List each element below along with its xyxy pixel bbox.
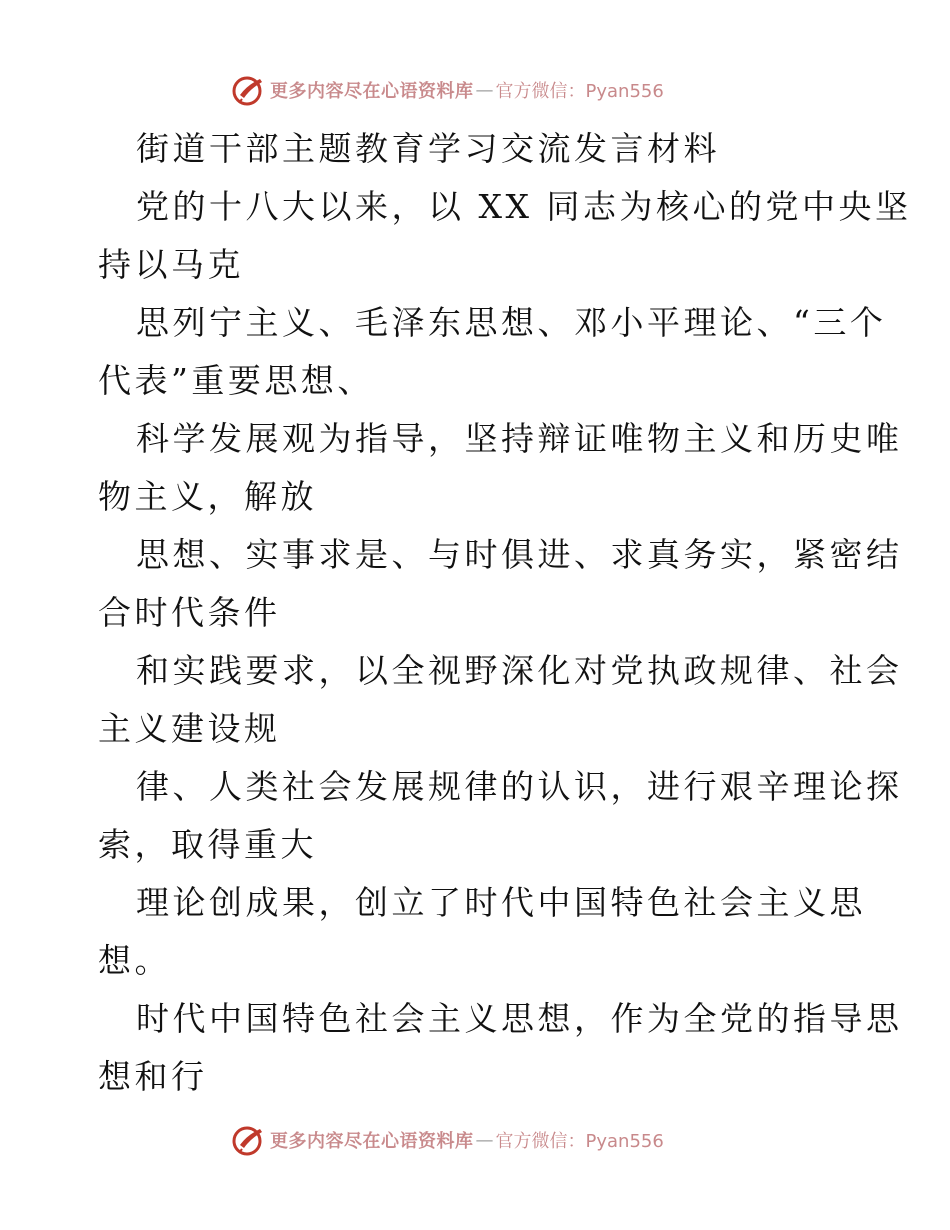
text-line: 代表”重要思想、 xyxy=(98,361,374,400)
text-line: 合时代条件 xyxy=(98,593,281,632)
text-line: 街道干部主题教育学习交流发言材料 xyxy=(136,129,720,168)
banner-wechat: 官方微信：Pyan556 xyxy=(495,1131,664,1152)
banner-separator: — xyxy=(475,79,494,101)
text-line: 思列宁主义、毛泽东思想、邓小平理论、“三个 xyxy=(136,303,887,342)
banner-separator: — xyxy=(475,1129,494,1151)
header-watermark-banner xyxy=(232,72,664,108)
pen-logo-icon xyxy=(232,73,266,107)
text-line: 和实践要求，以全视野深化对党执政规律、社会 xyxy=(136,651,903,690)
banner-wechat: 官方微信：Pyan556 xyxy=(495,81,664,102)
banner-text: 更多内容尽在心语资料库 xyxy=(270,81,474,102)
text-line: 想。 xyxy=(98,941,171,980)
text-line: 索，取得重大 xyxy=(98,825,317,864)
document-body xyxy=(98,120,912,1106)
text-line: 科学发展观为指导，坚持辩证唯物主义和历史唯 xyxy=(136,419,903,458)
text-line: 主义建设规 xyxy=(98,709,281,748)
text-line: 持以马克 xyxy=(98,245,244,284)
text-line: 物主义，解放 xyxy=(98,477,317,516)
text-line: 时代中国特色社会主义思想，作为全党的指导思 xyxy=(136,999,903,1038)
footer-watermark-banner xyxy=(232,1122,664,1158)
text-line: 理论创成果，创立了时代中国特色社会主义思 xyxy=(136,883,866,922)
text-line: 律、人类社会发展规律的认识，进行艰辛理论探 xyxy=(136,767,903,806)
text-line: 思想、实事求是、与时俱进、求真务实，紧密结 xyxy=(136,535,903,574)
pen-logo-icon xyxy=(232,1123,266,1157)
text-line: 党的十八大以来，以 XX 同志为核心的党中央坚 xyxy=(136,187,912,226)
banner-text: 更多内容尽在心语资料库 xyxy=(270,1131,474,1152)
text-line: 想和行 xyxy=(98,1057,208,1096)
